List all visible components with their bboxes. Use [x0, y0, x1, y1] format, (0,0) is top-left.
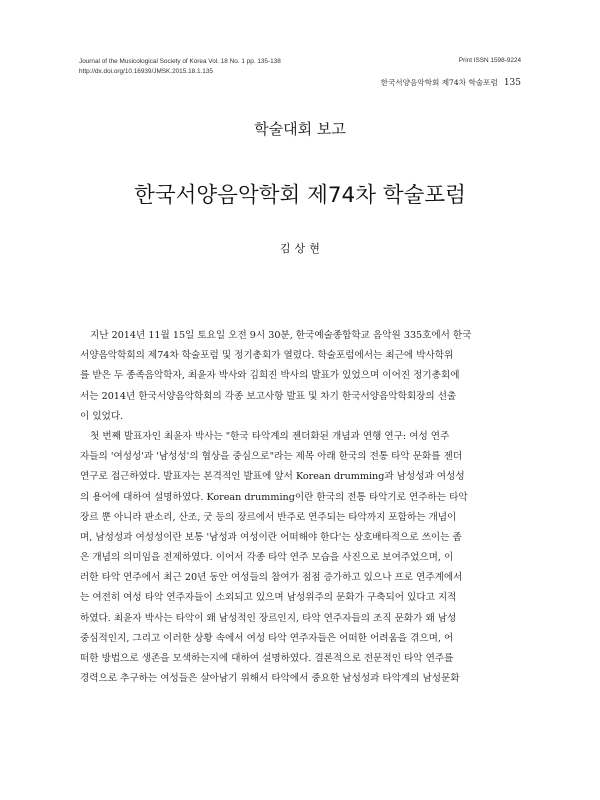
- body-line: 은 개념의 의미임을 전제하였다. 이어서 각종 타악 연주 모습을 사진으로 보여주었으며, 이: [80, 552, 454, 564]
- body-line: 중심적인지, 그리고 이러한 상황 속에서 여성 타악 연주자들은 어떠한 어려움을 겪으며, 어: [80, 632, 454, 644]
- body-line: 첫 번째 발표자인 최윤자 박사는 "한국 타악계의 젠더화된 개념과 연행 연구: 여성 연주: [90, 430, 450, 442]
- body-line: 서양음악학회의 제74차 학술포럼 및 정기총회가 열렸다. 학술포럼에서는 최근에 박사학위: [80, 350, 454, 362]
- body-line: 자들의 '여성성'과 '남성성'의 협상을 중심으로"라는 제목 아래 한국의 전통 타악 문화를 젠더: [80, 451, 463, 463]
- section-label: 학술대회 보고: [254, 120, 346, 138]
- journal-volume-line: Journal of the Musicological Society of Korea Vol. 18 No. 1 pp. 135-138: [79, 58, 281, 65]
- running-title: 한국서양음악학회 제74차 학술포럼: [380, 78, 498, 87]
- page-number: 135: [503, 78, 521, 88]
- author-name: 김 상 현: [279, 242, 321, 255]
- body-line: 는 여전히 여성 타악 연주자들이 소외되고 있으며 남성위주의 문화가 구축되어 있다고 지적: [80, 592, 457, 604]
- journal-citation: [79, 57, 281, 77]
- body-line: 떠한 방법으로 생존을 모색하는지에 대하여 설명하였다. 결론적으로 전문적인 타악 연주를: [80, 653, 454, 664]
- body-line: 경력으로 추구하는 여성들은 살아남기 위해서 타악에서 중요한 남성성과 타악계의 남성문화: [80, 673, 460, 685]
- print-issn: Print ISSN 1598-9224: [458, 57, 521, 64]
- body-line: 장르 뿐 아니라 판소리, 산조, 굿 등의 장르에서 반주로 연주되는 타악까지 포함하는 개념이: [80, 511, 457, 523]
- body-line: 러한 타악 연주에서 최근 20년 동안 여성들의 참여가 점점 증가하고 있으나 프로 연주계에서: [80, 572, 463, 584]
- body-line: 를 받은 두 종족음악학자, 최윤자 박사와 김희진 박사의 발표가 있었으며 이어진 정기총회에: [80, 370, 460, 382]
- body-line: 지난 2014년 11월 15일 토요일 오전 9시 30분, 한국예술종합학교 음악원 335호에서 한국: [90, 330, 472, 341]
- doi-link[interactable]: http://dx.doi.org/10.16939/JMSK.2015.18.1.135: [79, 67, 213, 75]
- body-line: 연구로 접근하였다. 발표자는 본격적인 발표에 앞서 Korean drumming과 남성성과 여성성: [80, 471, 465, 483]
- body-line: 의 용어에 대하여 설명하였다. Korean drumming이란 한국의 전통 타악기로 연주하는 타악: [80, 491, 468, 503]
- article-title: 한국서양음악학회 제74차 학술포럼: [134, 183, 466, 208]
- body-line: 며, 남성성과 여성성이란 보통 '남성과 여성이란 어떠해야 한다'는 상호배타적으로 쓰이는 좁: [80, 531, 462, 543]
- body-line: 하였다. 최윤자 박사는 타악이 왜 남성적인 장르인지, 타악 연주자들의 조직 문화가 왜 남성: [80, 612, 457, 624]
- body-line: 이 있었다.: [80, 410, 124, 422]
- body-line: 서는 2014년 한국서양음악학회의 각종 보고사항 발표 및 차기 한국서양음악학회장의 선출: [80, 390, 457, 402]
- article-body: [80, 326, 522, 689]
- running-header: [381, 77, 521, 88]
